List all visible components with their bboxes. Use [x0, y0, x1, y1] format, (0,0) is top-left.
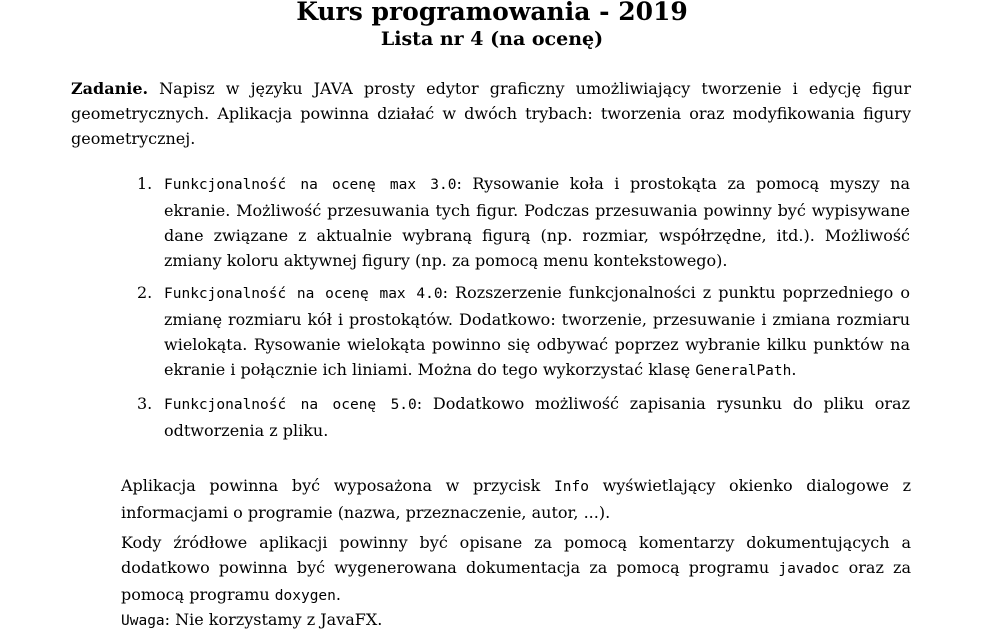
list-item-code: Funkcjonalność na ocenę max 3.0 — [164, 177, 457, 193]
paragraph-text: Kody źródłowe aplikacji powinny być opisane za pomocą komentarzy dokumentujących a dodatkowo powinna być wygenerowana dokumentacja za pomocą programu — [121, 533, 911, 577]
note-label: Uwaga — [121, 613, 165, 629]
paragraph-text: : Nie korzystamy z JavaFX. — [164, 610, 383, 629]
list-item-text: : Rysowanie koła i prostokąta za pomocą myszy na ekranie. Możliwość przesuwania tych figur. Podczas przesuwania powinny być wypisywane dane związane z aktualnie wybraną figurą (np. rozmiar, współrzędne, itd.). Możliwość zmiany koloru aktywnej figury (np. za pomocą menu kontekstowego). — [164, 174, 911, 270]
list-item-class-name: GeneralPath — [695, 363, 792, 379]
documentation-paragraph — [121, 530, 911, 609]
note-paragraph — [121, 607, 911, 634]
doxygen-code: doxygen — [274, 588, 336, 604]
paragraph-text: Aplikacja powinna być wyposażona w przycisk — [121, 476, 554, 495]
list-item-code: Funkcjonalność na ocenę max 4.0 — [164, 286, 443, 302]
page-title: Kurs programowania - 2019 — [296, 0, 688, 26]
list-item — [137, 171, 911, 273]
requirements-list — [137, 171, 911, 450]
task-text: Napisz w języku JAVA prosty edytor graficzny umożliwiający tworzenie i edycję figur geometrycznych. Aplikacja powinna działać w dwóch trybach: tworzenia oraz modyfikowania figury geometrycznej. — [71, 79, 912, 148]
list-item-number: 2. — [137, 283, 153, 302]
list-item-number: 3. — [137, 394, 153, 413]
task-first-line — [71, 76, 911, 151]
page-subtitle: Lista nr 4 (na ocenę) — [380, 28, 604, 50]
task-label: Zadanie. — [71, 79, 149, 98]
list-item — [137, 391, 911, 443]
list-item-text: : Dodatkowo możliwość zapisania rysunku do pliku oraz odtworzenia z pliku. — [164, 394, 911, 440]
list-item-text: : Rozszerzenie funkcjonalności z punktu poprzedniego o zmianę rozmiaru kół i prostokątów. Dodatkowo: tworzenie, przesuwanie i zmiana rozmiaru wielokąta. Rysowanie wielokąta powinno się odbywać poprzez wybranie kilku punktów na ekranie i połącznie ich liniami. Można do tego wykorzystać klasę — [164, 283, 911, 379]
list-item — [137, 280, 911, 384]
javadoc-code: javadoc — [778, 561, 840, 577]
paragraph-text: . — [335, 585, 341, 604]
paragraph-text: wyświetlający okienko dialogowe z informacjami o programie (nazwa, przeznaczenie, autor, ...). — [121, 476, 911, 522]
list-item-code: Funkcjonalność na ocenę 5.0 — [164, 397, 417, 413]
task-paragraph — [71, 76, 912, 151]
info-code: Info — [554, 479, 589, 495]
list-item-tail: . — [791, 360, 797, 379]
paragraph-text: oraz za pomocą programu — [121, 558, 912, 604]
info-button-paragraph — [121, 473, 911, 525]
list-item-number: 1. — [137, 174, 153, 193]
